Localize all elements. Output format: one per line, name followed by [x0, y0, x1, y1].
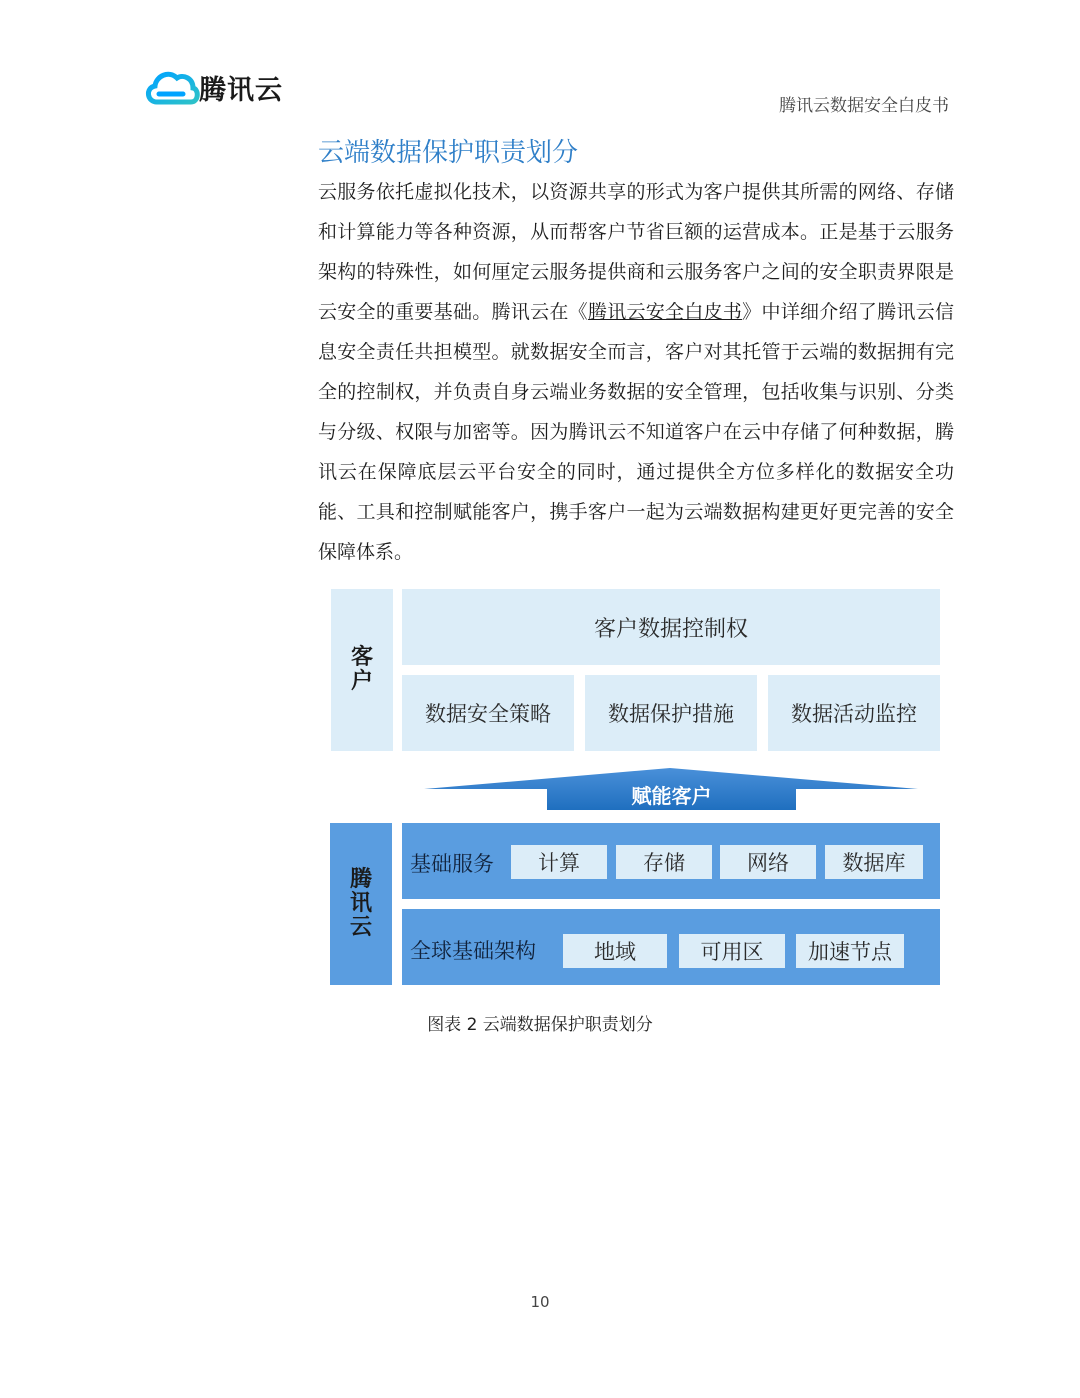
customer-item-box: 数据保护措施 — [585, 675, 757, 751]
global-infrastructure-row — [402, 909, 940, 985]
body-text-part2: 》中详细介绍了腾讯云信息安全责任共担模型。就数据安全而言，客户对其托管于云端的数据拥有完全的控制权，并负责自身云端业务数据的安全管理，包括收集与识别、分类与分级、权限与加密等。因为腾讯云不知道客户在云中存储了何种数据，腾讯云在保障底层云平台安全的同时，通过提供全方位多样化的数据安全功能、工具和控制赋能客户，携手客户一起为云端数据构建更好更完善的安全保障体系。 — [318, 301, 954, 563]
service-item: 计算 — [511, 845, 607, 879]
figure-caption: 图表 2 云端数据保护职责划分 — [427, 1015, 653, 1035]
brand-name: 腾讯云 — [199, 75, 283, 106]
empower-customer-label: 赋能客户 — [631, 784, 712, 808]
customer-label-box — [331, 589, 393, 751]
basic-services-row — [402, 823, 940, 899]
customer-item-box: 数据安全策略 — [402, 675, 574, 751]
customer-label: 客户 — [350, 645, 373, 694]
service-item: 数据库 — [825, 845, 923, 879]
infrastructure-item: 可用区 — [679, 934, 785, 968]
infrastructure-item: 地域 — [563, 934, 667, 968]
tencent-label-box — [330, 823, 392, 985]
page-number: 10 — [530, 1293, 550, 1311]
service-item: 存储 — [616, 845, 712, 879]
infrastructure-item: 加速节点 — [796, 934, 904, 968]
customer-item-box: 数据活动监控 — [768, 675, 940, 751]
whitepaper-link[interactable]: 腾讯云安全白皮书 — [587, 301, 743, 323]
basic-services-label: 基础服务 — [410, 852, 494, 876]
customer-data-control-box: 客户数据控制权 — [402, 589, 940, 665]
service-item: 网络 — [720, 845, 816, 879]
body-paragraph — [318, 172, 954, 572]
body-text-part1: 云服务依托虚拟化技术，以资源共享的形式为客户提供其所需的网络、存储和计算能力等各种资源，从而帮客户节省巨额的运营成本。正是基于云服务架构的特殊性，如何厘定云服务提供商和云服务客户之间的安全职责界限是云安全的重要基础。腾讯云在《 — [318, 181, 954, 323]
global-infrastructure-label: 全球基础架构 — [410, 939, 536, 963]
tencent-label: 腾讯云 — [349, 867, 372, 940]
section-title: 云端数据保护职责划分 — [318, 138, 579, 168]
document-header-title: 腾讯云数据安全白皮书 — [779, 96, 949, 116]
